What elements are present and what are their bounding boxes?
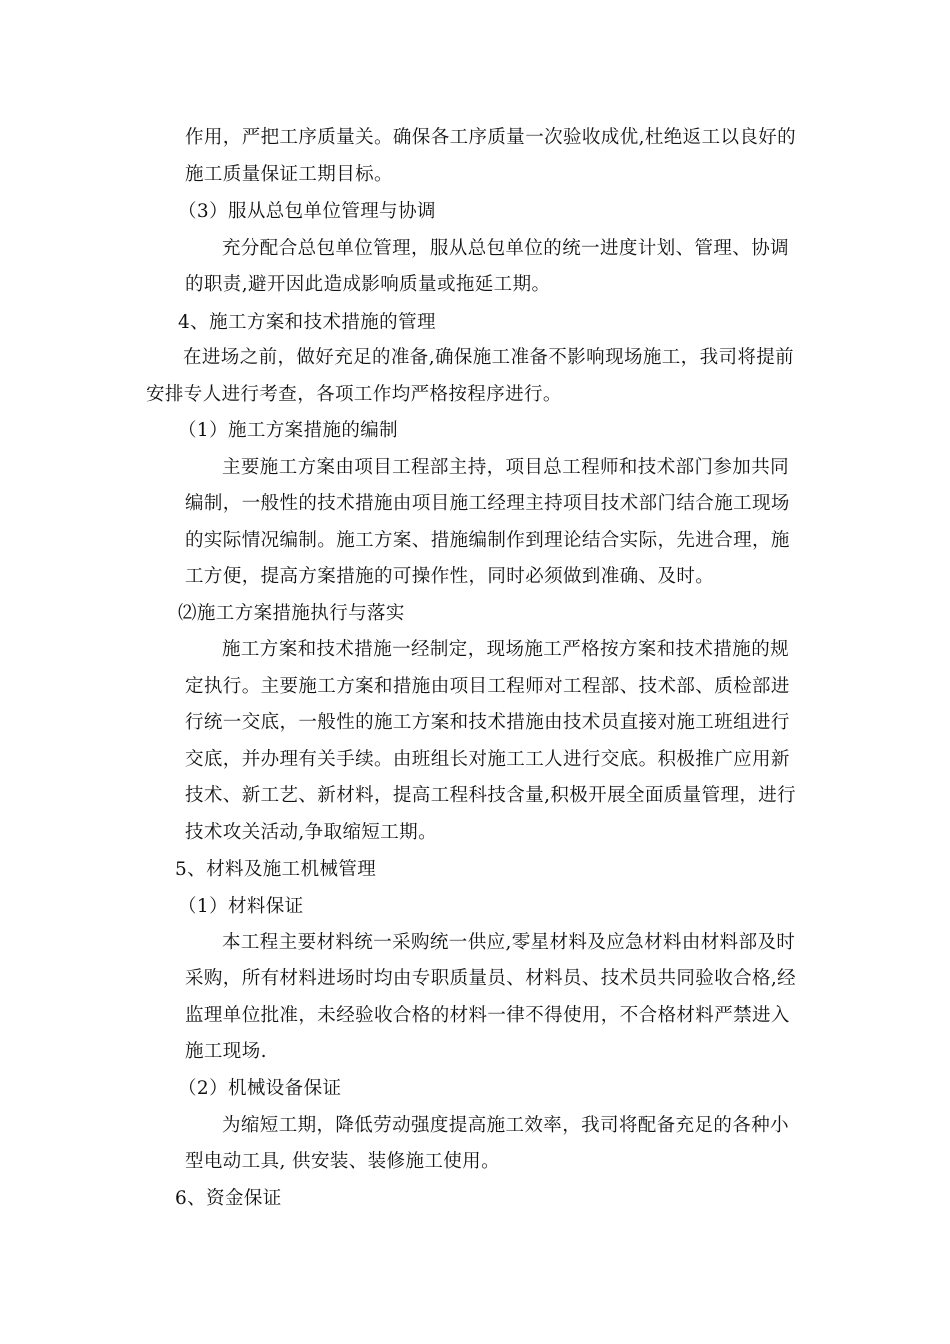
subsection-heading: ⑵施工方案措施执行与落实 (178, 603, 405, 624)
section-heading: 6、资金保证 (175, 1188, 282, 1209)
text-line: 技术攻关活动,争取缩短工期。 (185, 822, 437, 843)
subsection-heading: （3）服从总包单位管理与协调 (178, 201, 436, 222)
text-line: 为缩短工期，降低劳动强度提高施工效率，我司将配备充足的各种小 (222, 1115, 790, 1136)
subsection-heading: （1）材料保证 (178, 896, 304, 917)
text-line: 的实际情况编制。施工方案、措施编制作到理论结合实际，先进合理，施 (185, 530, 790, 551)
text-line: 采购，所有材料进场时均由专职质量员、材料员、技术员共同验收合格,经 (185, 968, 797, 989)
text-line: 施工质量保证工期目标。 (185, 164, 393, 185)
text-line: 监理单位批准，未经验收合格的材料一律不得使用，不合格材料严禁进入 (185, 1005, 790, 1026)
text-line: 安排专人进行考查，各项工作均严格按程序进行。 (146, 384, 562, 405)
subsection-heading: （1）施工方案措施的编制 (178, 420, 399, 441)
text-line: 型电动工具, 供安装、装修施工使用。 (185, 1151, 500, 1172)
text-line: 本工程主要材料统一采购统一供应,零星材料及应急材料由材料部及时 (222, 932, 796, 953)
text-line: 定执行。主要施工方案和措施由项目工程师对工程部、技术部、质检部进 (185, 676, 790, 697)
text-line: 充分配合总包单位管理，服从总包单位的统一进度计划、管理、协调 (222, 238, 790, 259)
text-line: 施工现场. (185, 1041, 267, 1062)
text-line: 施工方案和技术措施一经制定，现场施工严格按方案和技术措施的规 (222, 639, 790, 660)
text-line: 交底，并办理有关手续。由班组长对施工工人进行交底。积极推广应用新 (185, 749, 790, 770)
subsection-heading: （2）机械设备保证 (178, 1078, 342, 1099)
text-line: 作用，严把工序质量关。确保各工序质量一次验收成优,杜绝返工以良好的 (185, 127, 797, 148)
text-line: 主要施工方案由项目工程部主持，项目总工程师和技术部门参加共同 (222, 457, 790, 478)
text-line: 行统一交底，一般性的施工方案和技术措施由技术员直接对施工班组进行 (185, 712, 790, 733)
text-line: 的职责,避开因此造成影响质量或拖延工期。 (185, 274, 551, 295)
text-line: 工方便，提高方案措施的可操作性，同时必须做到准确、及时。 (185, 566, 715, 587)
text-line: 编制，一般性的技术措施由项目施工经理主持项目技术部门结合施工现场 (185, 493, 790, 514)
section-heading: 4、施工方案和技术措施的管理 (178, 312, 436, 333)
section-heading: 5、材料及施工机械管理 (175, 859, 377, 880)
text-line: 在进场之前，做好充足的准备,确保施工准备不影响现场施工，我司将提前 (183, 347, 795, 368)
text-line: 技术、新工艺、新材料，提高工程科技含量,积极开展全面质量管理，进行 (185, 785, 797, 806)
